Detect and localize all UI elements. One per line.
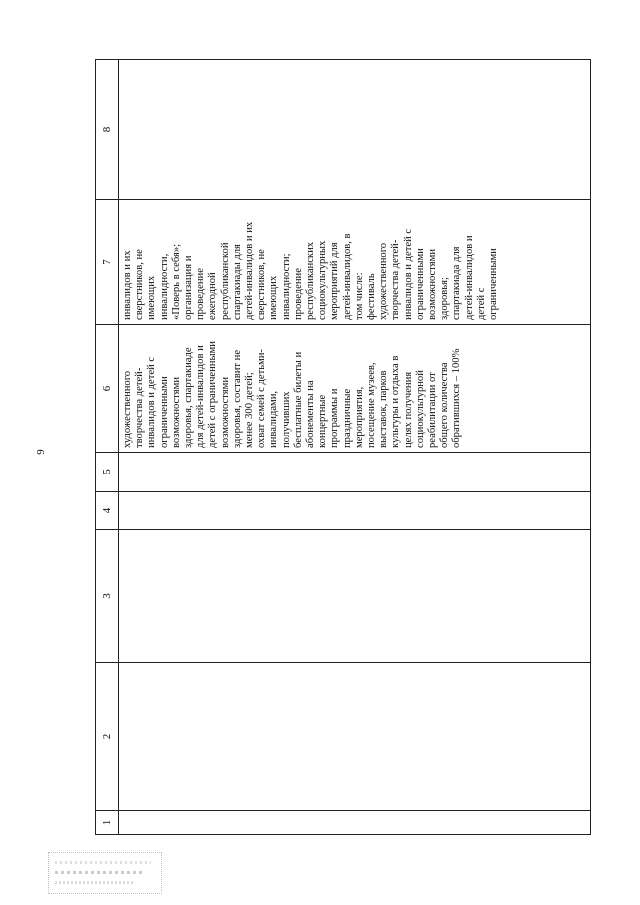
header-col-3: 3 [96, 530, 119, 663]
rotated-table-sheet [95, 60, 591, 835]
header-col-7: 7 [96, 200, 119, 325]
header-row [96, 60, 119, 835]
faint-stamp [48, 852, 162, 894]
cell-col-1 [119, 811, 591, 835]
header-col-5: 5 [96, 453, 119, 492]
header-col-8: 8 [96, 60, 119, 200]
header-col-4: 4 [96, 492, 119, 530]
program-table [95, 59, 591, 835]
cell-col-8 [119, 60, 591, 200]
cell-col-3 [119, 530, 591, 663]
cell-col-2 [119, 663, 591, 811]
header-col-1: 1 [96, 811, 119, 835]
cell-col-4 [119, 492, 591, 530]
table-row [119, 60, 591, 835]
header-col-6: 6 [96, 325, 119, 453]
cell-col-5 [119, 453, 591, 492]
header-col-2: 2 [96, 663, 119, 811]
page-number: 9 [34, 449, 47, 455]
cell-col-6-indicators: художественного творчества детей- инвалидов и детей с ограниченными возможностями здоровья, спартакиаде для детей-инвалидов и детей с ограниченными возможностями здоровья, составит не менее 300 детей; охват семей с детьми- инвалидами, получивших бесплатные билеты и абонементы на концертные программы и праздничные мероприятия, посещение музеев, выставок, парков культуры и отдыха в целях получения социокультурной реабилитации от общего количества обратившихся – 100% [119, 325, 591, 453]
cell-col-7-activities: инвалидов и их сверстников, не имеющих инвалидности, «Поверь в себя»; организация и проведение ежегодной республиканской спартакиады для детей-инвалидов и их сверстников, не имеющих инвалидности; проведение республиканских социокультурных мероприятий для детей-инвалидов, в том числе: фестиваль художественного творчества детей- инвалидов и детей с ограниченными возможностями здоровья; спартакиада для детей-инвалидов и детей с ограниченными [119, 200, 591, 325]
